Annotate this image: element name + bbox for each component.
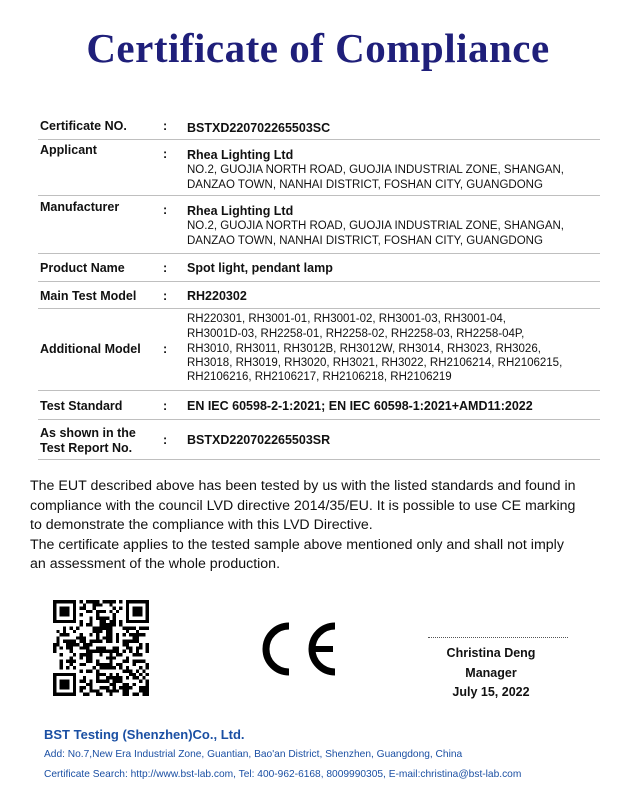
test-standard-label: Test Standard	[40, 399, 123, 413]
colon: :	[163, 289, 168, 303]
product-name-value: Spot light, pendant lamp	[187, 261, 333, 275]
colon: :	[163, 261, 168, 275]
applicant-label: Applicant	[40, 143, 97, 157]
additional-model-line: RH3018, RH3019, RH3020, RH3021, RH3022, RH2106214, RH2106215,	[187, 357, 563, 369]
additional-model-line: RH220301, RH3001-01, RH3001-02, RH3001-03, RH3001-04,	[187, 313, 506, 325]
divider	[38, 308, 600, 309]
test-report-value: BSTXD220702265503SR	[187, 433, 331, 447]
additional-model-label: Additional Model	[40, 342, 141, 356]
certificate-title: Certificate of Compliance	[86, 25, 550, 71]
applicant-address-line2: DANZAO TOWN, NANHAI DISTRICT, FOSHAN CITY, GUANGDONG	[187, 179, 543, 191]
divider	[38, 195, 600, 196]
applicant-address-line1: NO.2, GUOJIA NORTH ROAD, GUOJIA INDUSTRIAL ZONE, SHANGAN,	[187, 164, 565, 176]
statement-line: an assessment of the whole production.	[30, 556, 281, 572]
additional-model-line: RH2106216, RH2106217, RH2106218, RH2106219	[187, 371, 452, 383]
test-report-label-line1: As shown in the	[40, 426, 136, 440]
main-test-model-value: RH220302	[187, 289, 247, 303]
issuer-company: BST Testing (Shenzhen)Co., Ltd.	[44, 727, 245, 742]
statement-line: to demonstrate the compliance with this LVD Directive.	[30, 517, 373, 533]
manufacturer-address-line1: NO.2, GUOJIA NORTH ROAD, GUOJIA INDUSTRIAL ZONE, SHANGAN,	[187, 220, 565, 232]
signatory-name: Christina Deng	[446, 646, 536, 660]
statement-line: The EUT described above has been tested by us with the listed standards and found in	[30, 478, 576, 494]
divider	[38, 139, 600, 140]
main-test-model-label: Main Test Model	[40, 289, 137, 303]
manufacturer-address-line2: DANZAO TOWN, NANHAI DISTRICT, FOSHAN CITY, GUANGDONG	[187, 235, 543, 247]
statement-line: The certificate applies to the tested sample above mentioned only and shall not imply	[30, 537, 564, 553]
statement-line: compliance with the council LVD directive 2014/35/EU. It is possible to use CE marking	[30, 498, 576, 514]
certificate-no-value: BSTXD220702265503SC	[187, 121, 331, 135]
colon: :	[163, 119, 168, 133]
manufacturer-name: Rhea Lighting Ltd	[187, 204, 294, 218]
issuer-contact	[44, 769, 521, 780]
certificate-no-label: Certificate NO.	[40, 119, 127, 133]
colon: :	[163, 147, 168, 161]
additional-model-line: RH3010, RH3011, RH3012B, RH3012W, RH3014, RH3023, RH3026,	[187, 343, 541, 355]
issuer-address: Add: No.7,New Era Industrial Zone, Guantian, Bao'an District, Shenzhen, Guangdong, China	[44, 749, 463, 760]
colon: :	[163, 203, 168, 217]
applicant-name: Rhea Lighting Ltd	[187, 148, 294, 162]
contact-details: , Tel: 400-962-6168, 8009990305, E-mail:christina@bst-lab.com	[233, 769, 522, 780]
colon: :	[163, 433, 168, 447]
signatory-title: Manager	[465, 666, 517, 680]
test-standard-value: EN IEC 60598-2-1:2021; EN IEC 60598-1:2021+AMD11:2022	[187, 399, 533, 413]
manufacturer-label: Manufacturer	[40, 200, 120, 214]
test-report-label-line2: Test Report No.	[40, 441, 133, 455]
divider	[38, 459, 600, 460]
colon: :	[163, 342, 168, 356]
divider	[38, 253, 600, 254]
website-link[interactable]: http://www.bst-lab.com	[130, 769, 234, 780]
product-name-label: Product Name	[40, 261, 125, 275]
colon: :	[163, 399, 168, 413]
additional-model-line: RH3001D-03, RH2258-01, RH2258-02, RH2258-03, RH2258-04P,	[187, 328, 525, 340]
contact-prefix: Certificate Search:	[44, 769, 131, 780]
signature-date: July 15, 2022	[452, 685, 530, 699]
signature-line	[428, 637, 568, 638]
ce-mark-logo	[249, 620, 341, 678]
divider	[38, 281, 600, 282]
qr-code	[53, 600, 149, 696]
divider	[38, 390, 600, 391]
divider	[38, 419, 600, 420]
